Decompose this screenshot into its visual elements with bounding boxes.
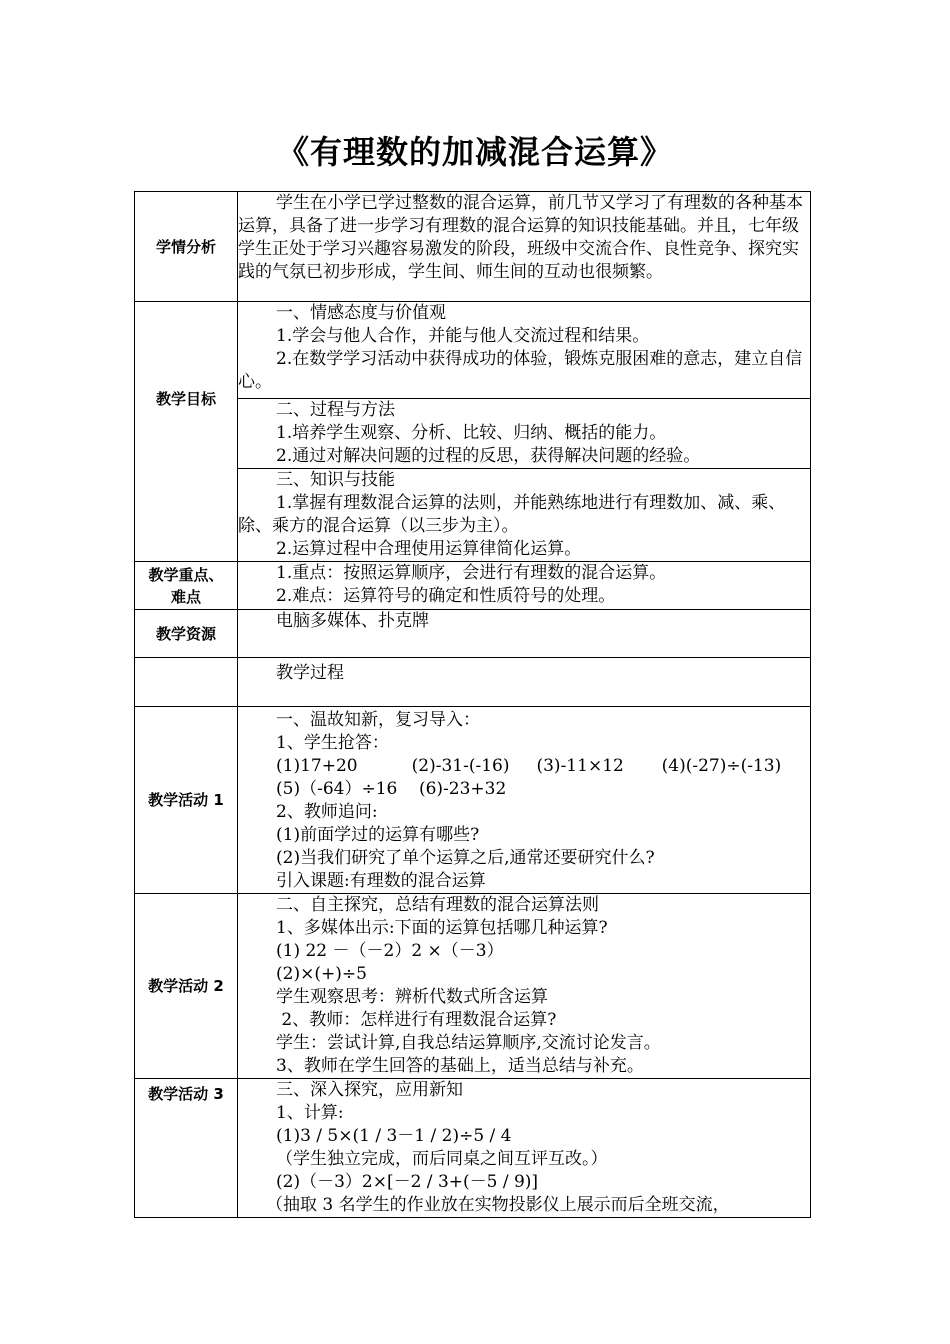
situation-text-cell: [238, 192, 811, 302]
activity-1-line: 引入课题:有理数的混合运算: [276, 871, 486, 891]
row-activity-3: [135, 1079, 811, 1218]
row-process: [135, 658, 811, 707]
key-point: 1.重点：按照运算顺序，会进行有理数的混合运算。: [276, 563, 667, 583]
goal-process-1: 1.培养学生观察、分析、比较、归纳、概括的能力。: [276, 423, 667, 443]
label-process: [135, 658, 238, 707]
label-goals-cell: [135, 302, 238, 562]
label-situation: 学情分析: [135, 192, 238, 302]
label-activity-1: 教学活动 1: [135, 707, 238, 894]
row-activity-1: [135, 707, 811, 894]
activity-2-line: 学生：尝试计算,自我总结运算顺序,交流讨论发言。: [276, 1033, 661, 1053]
row-activity-2: [135, 894, 811, 1079]
activity-1-line: (1)前面学过的运算有哪些?: [276, 825, 480, 845]
row-goals-1: [135, 302, 811, 399]
label-activity-2: 教学活动 2: [135, 894, 238, 1079]
goal-knowledge-2: 2.运算过程中合理使用运算律简化运算。: [276, 539, 582, 559]
activity-2-line: 3、教师在学生回答的基础上，适当总结与补充。: [276, 1056, 644, 1076]
situation-text: 学生在小学已学过整数的混合运算，前几节又学习了有理数的各种基本运算，具备了进一步学习有理数的混合运算的知识技能基础。并且，七年级学生正处于学习兴趣容易激发的阶段，班级中交流合作、良性竞争、探究实践的气氛已初步形成，学生间、师生间的互动也很频繁。: [238, 193, 803, 282]
activity-1-line: 2、教师追问:: [276, 802, 378, 822]
label-resources: 教学资源: [135, 610, 238, 658]
process-cell: [238, 658, 811, 707]
activity-3-heading: 三、深入探究，应用新知: [276, 1080, 463, 1100]
activity-1-line: (1)17+20 (2)-31-(-16) (3)-11×12 (4)(-27)÷(-13): [276, 756, 782, 776]
goals-process-cell: [238, 399, 811, 469]
activity-2-line: (1) 22 －（－2）2 ×（－3）: [276, 941, 504, 961]
goal-knowledge-title: 三、知识与技能: [276, 470, 395, 490]
activity-1-line: (2)当我们研究了单个运算之后,通常还要研究什么?: [276, 848, 655, 868]
resources-text: 电脑多媒体、扑克牌: [276, 611, 429, 631]
activity-2-cell: [238, 894, 811, 1079]
goals-affective-cell: [238, 302, 811, 399]
activity-2-line: (2)×(+)÷5: [276, 964, 367, 984]
goal-affective-1: 1.学会与他人合作，并能与他人交流过程和结果。: [276, 326, 650, 346]
activity-2-line: 1、多媒体出示:下面的运算包括哪几种运算?: [276, 918, 608, 938]
activity-3-line: (2)（－3）2×[－2 / 3+(－5 / 9)]: [276, 1172, 539, 1192]
activity-1-line: 1、学生抢答：: [276, 733, 389, 753]
row-key-points: [135, 562, 811, 610]
goal-process-title: 二、过程与方法: [276, 400, 395, 420]
goal-affective-2: 2.在数学学习活动中获得成功的体验，锻炼克服困难的意志，建立自信心。: [238, 349, 803, 392]
label-goals: 教学目标: [155, 390, 216, 408]
activity-3-line: （抽取 3 名学生的作业放在实物投影仪上展示而后全班交流，: [266, 1195, 730, 1215]
activity-2-line: 2、教师：怎样进行有理数混合运算?: [276, 1010, 557, 1030]
goals-knowledge-cell: [238, 469, 811, 562]
label-key-points-cell: [135, 562, 238, 610]
lesson-plan-table: [134, 191, 811, 1218]
process-text: 教学过程: [276, 663, 344, 683]
activity-3-cell: [238, 1079, 811, 1218]
activity-1-line: (5)（-64）÷16 (6)-23+32: [276, 779, 507, 799]
goal-process-2: 2.通过对解决问题的过程的反思，获得解决问题的经验。: [276, 446, 701, 466]
activity-2-heading: 二、自主探究，总结有理数的混合运算法则: [276, 895, 599, 915]
goal-affective-title: 一、情感态度与价值观: [276, 303, 446, 323]
activity-3-line: (1)3 / 5×(1 / 3－1 / 2)÷5 / 4: [276, 1126, 512, 1146]
label-key-points-2: 难点: [170, 587, 201, 606]
row-resources: [135, 610, 811, 658]
activity-2-line: 学生观察思考：辨析代数式所含运算: [276, 987, 548, 1007]
row-situation: [135, 192, 811, 302]
document-title: 《有理数的加减混合运算》: [276, 133, 673, 171]
difficult-point: 2.难点：运算符号的确定和性质符号的处理。: [276, 586, 616, 606]
goal-knowledge-1: 1.掌握有理数混合运算的法则，并能熟练地进行有理数加、减、乘、除、乘方的混合运算（以三步为主）。: [238, 493, 786, 536]
activity-1-heading: 一、温故知新，复习导入：: [276, 710, 480, 730]
activity-3-line: （学生独立完成，而后同桌之间互评互改。）: [276, 1149, 608, 1169]
key-points-cell: [238, 562, 811, 610]
label-activity-3: 教学活动 3: [135, 1079, 238, 1218]
activity-3-line: 1、计算:: [276, 1103, 344, 1123]
label-key-points-1: 教学重点、: [148, 565, 224, 584]
resources-cell: [238, 610, 811, 658]
activity-1-cell: [238, 707, 811, 894]
